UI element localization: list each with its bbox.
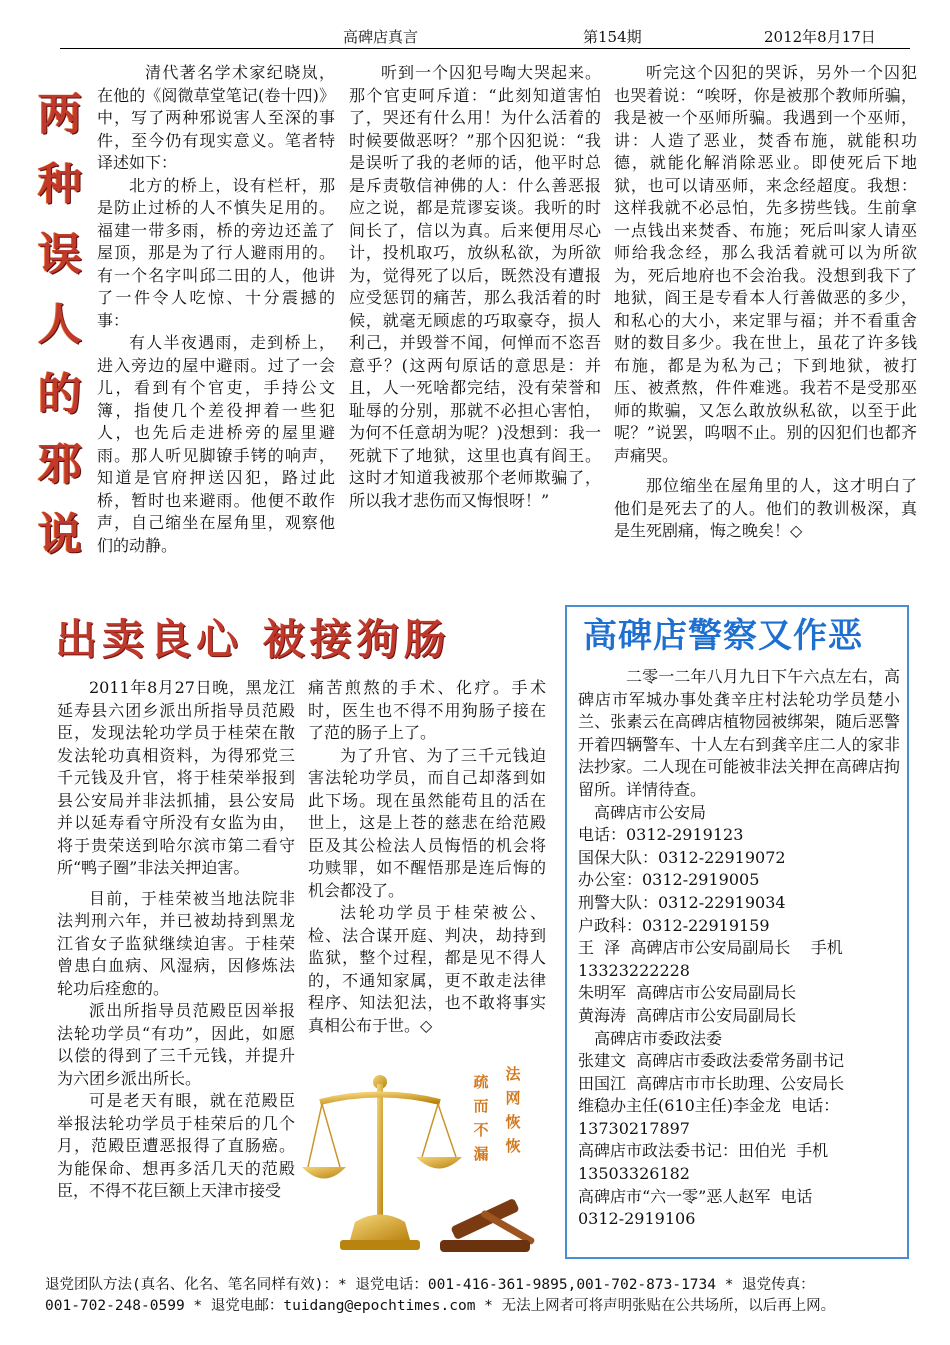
paragraph: 法轮功学员于桂荣被公、检、法合谋开庭、判决，劫持到监狱，整个过程，都是见不得人的，不通知家属，更不敢走法律程序、知法犯法，也不敢将事实真相公布于世。◇ xyxy=(308,903,546,1035)
contact-line: 电话：0312-2919123 xyxy=(578,825,744,845)
paragraph: 可是老天有眼，就在范殿臣举报法轮功学员于桂荣后的几个月，范殿臣遭恶报得了直肠癌。为能保命、想再多活几天的范殿臣，不得不花巨额上天津市接受 xyxy=(57,1091,295,1200)
paragraph: 有人半夜遇雨，走到桥上，进入旁边的屋中避雨。过了一会儿，看到有个官吏，手持公文簿，指使几个差役押着一些犯人，也先后走进桥旁的屋里避雨。那人听见脚镣手铐的响声，知道是官府押送囚犯，路过此桥，暂时也来避雨。他便不敢作声，自己缩坐在屋角里，观察他们的动静。 xyxy=(97,333,335,555)
contact-line: 0312-2919106 xyxy=(578,1209,696,1229)
paragraph: 为了升官、为了三千元钱迫害法轮功学员，而自己却落到如此下场。现在虽然能苟且的活在世上，这是上苍的慈悲在给范殿臣及其公检法人员悔悟的机会将功赎罪，如不醒悟那是连后悔的机会都没了。 xyxy=(308,745,546,900)
contact-line: 办公室：0312-2919005 xyxy=(578,870,760,890)
publication-name: 高碑店真言 xyxy=(343,28,419,46)
issue-number: 第154期 xyxy=(583,28,642,46)
contact-list xyxy=(578,802,900,1231)
contact-line: 朱明军 高碑店市公安局副局长 xyxy=(578,983,797,1003)
article1-title: 两 种 误 人 的 邪 说 xyxy=(38,89,82,560)
paragraph: 北方的桥上，设有栏杆，那是防止过桥的人不慎失足用的。福建一带多雨，桥的旁边还盖了屋顶，那是为了行人避雨用的。有一个名字叫邱二田的人，他讲了一件令人吃惊、十分震撼的事： xyxy=(97,175,335,330)
article3-title: 高碑店警察又作恶 xyxy=(583,616,863,656)
paragraph: 2011年8月27日晚，黑龙江延寿县六团乡派出所指导员范殿臣，发现法轮功学员于桂荣在散发法轮功真相资料，为得邪党三千元钱及升官，将于桂荣举报到县公安局并非法抓捕，县公安局并以延寿看守所没有女监为由，将于贵荣送到哈尔滨市第二看守所“鸭子圈”非法关押迫害。 xyxy=(57,678,295,877)
article1-column-2 xyxy=(349,62,601,512)
article1-column-3 xyxy=(614,62,917,543)
paragraph: 派出所指导员范殿臣因举报法轮功学员“有功”，因此，如愿以偿的得到了三千元钱，并提升为六团乡派出所长。 xyxy=(57,1001,295,1088)
paragraph: 听完这个囚犯的哭诉，另外一个囚犯也哭着说：“唉呀，你是被那个教师所骗，我是被一个巫师所骗。我遇到一个巫师，讲：人造了恶业，焚香布施，就能积功德，就能化解消除恶业。即使死后下地狱，也可以请巫师，来念经超度。我想：这样我就不必忌怕，先多捞些钱。生前拿一点钱出来焚香、布施；死后叫家人请巫师给我念经，那么我活着就可以为所欲为，死后地府也不会治我。没想到我下了地狱，阎王是专看本人行善做恶的多少，和私心的大小，来定罪与福；并不看重舍财的数目多少。我在世上，虽花了许多钱布施，都是为私为己；下到地狱，被打压、被煮熬，件件难逃。我若不是受那巫师的欺骗，又怎么敢放纵私欲，以至于此呢？”说罢，呜咽不止。别的囚犯们也都齐声痛哭。 xyxy=(614,63,917,465)
contact-line: 高碑店市政法委书记：田伯光 手机 xyxy=(578,1141,829,1161)
contact-line: 张建文 高碑店市委政法委常务副书记 xyxy=(578,1051,845,1071)
contact-line: 刑警大队：0312-22919034 xyxy=(578,892,786,912)
article3-body xyxy=(578,666,900,1231)
contact-line: 黄海涛 高碑店市公安局副局长 xyxy=(578,1005,797,1025)
paragraph: 目前，于桂荣被当地法院非法判刑六年，并已被劫持到黑龙江省女子监狱继续迫害。于桂荣曾患白血病、风湿病，因修炼法轮功后痊愈的。 xyxy=(57,888,295,998)
contact-line: 国保大队：0312-22919072 xyxy=(578,847,786,867)
contact-line: 维稳办主任(610主任)李金龙 电话： xyxy=(578,1096,840,1116)
footer-line: 退党团队方法(真名、化名、笔名同样有效)：* 退党电话：001-416-361-9895,001-702-873-1734 * 退党传真： xyxy=(45,1277,815,1293)
paragraph: 痛苦煎熬的手术、化疗。手术时，医生也不得不用狗肠子接在了范的肠子上了。 xyxy=(308,678,546,742)
contact-line: 高碑店市公安局 xyxy=(594,802,707,822)
article2-column-1 xyxy=(57,677,295,1203)
scales-of-justice-image xyxy=(300,1062,550,1262)
contact-line: 高碑店市“六一零”恶人赵军 电话 xyxy=(578,1186,813,1206)
header-rule xyxy=(60,48,910,49)
proverb-text-right: 法网恢恢 xyxy=(505,1065,521,1155)
contact-line: 王 泽 高碑店市公安局副局长 手机 xyxy=(578,938,843,958)
article2-column-2 xyxy=(308,677,546,1037)
contact-line: 13503326182 xyxy=(578,1164,690,1184)
article2-title: 出卖良心 被接狗肠 xyxy=(55,615,451,664)
paragraph: 听到一个囚犯号啕大哭起来。那个官吏呵斥道：“此刻知道害怕了，哭还有什么用！为什么活着的时候要做恶呀？”那个囚犯说：“我是误听了我的老师的话，他平时总是斥责敬信神佛的人：什么善恶报应之说，都是荒谬妄谈。我听的时间长了，信以为真。后来便用尽心计，投机取巧，放纵私欲，为所欲为，觉得死了以后，既然没有遭报应受惩罚的痛苦，那么我活着的时候，就毫无顾虑的巧取豪夺，损人利己，并毁誉不闻，何惮而不恣吾意乎？(这两句原话的意思是：并且，人一死啥都完结，没有荣誉和耻辱的分别，那就不必担心害怕，为何不任意胡为呢？)没想到：我一死就下了地狱，这里也真有阎王。这时才知道我被那个老师欺骗了，所以我才悲伤而又悔恨呀！” xyxy=(349,63,601,510)
paragraph: 二零一二年八月九日下午六点左右，高碑店市军城办事处龚辛庄村法轮功学员楚小兰、张素云在高碑店植物园被绑架，随后恶警开着四辆警车、十人左右到龚辛庄二人的家非法抄家。二人现在可能被非法关押在高碑店拘留所。详情待查。 xyxy=(578,667,900,799)
footer xyxy=(45,1275,907,1317)
contact-line: 田国江 高碑店市市长助理、公安局长 xyxy=(578,1073,845,1093)
paragraph: 清代著名学术家纪晓岚，在他的《阅微草堂笔记(卷十四)》中，写了两种邪说害人至深的事件，至今仍有现实意义。笔者特译述如下： xyxy=(97,63,335,172)
contact-line: 13730217897 xyxy=(578,1118,690,1138)
contact-line: 高碑店市委政法委 xyxy=(594,1028,723,1048)
paragraph: 那位缩坐在屋角里的人，这才明白了他们是死去了的人。他们的教训极深，真是生死剧痛，悔之晚矣！◇ xyxy=(614,476,917,540)
issue-date: 2012年8月17日 xyxy=(764,28,876,46)
contact-line: 13323222228 xyxy=(578,960,690,980)
article1-column-1 xyxy=(97,62,335,557)
proverb-text-left: 疏而不漏 xyxy=(473,1073,489,1163)
contact-line: 户政科：0312-22919159 xyxy=(578,915,770,935)
footer-line: 001-702-248-0599 * 退党电邮：tuidang@epochtimes.com * 无法上网者可将声明张贴在公共场所，以后再上网。 xyxy=(45,1298,836,1314)
